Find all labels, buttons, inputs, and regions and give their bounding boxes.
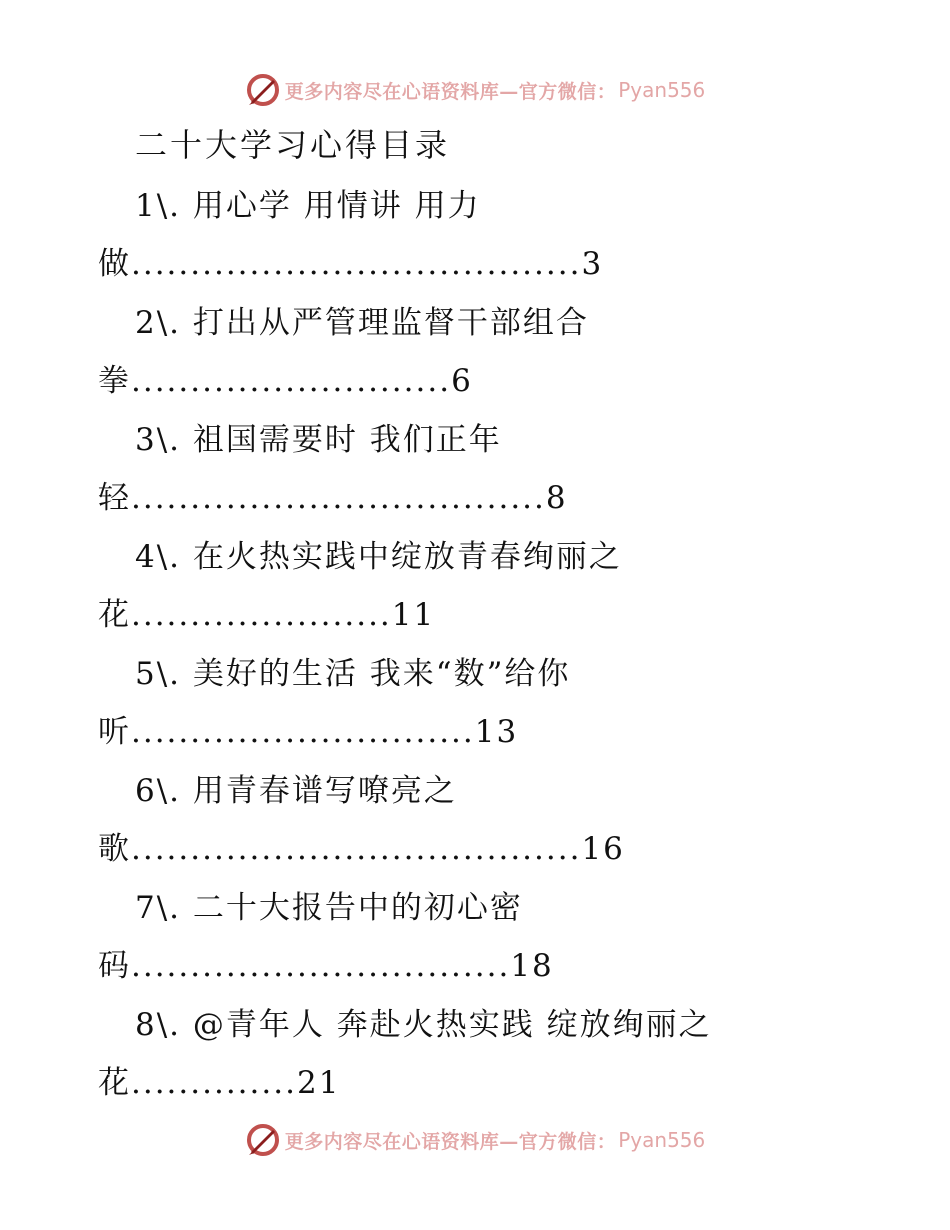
toc-entry-page: 8 (545, 480, 568, 516)
toc-entry-title: 4\. 在火热实践中绽放青春绚丽之 (135, 539, 622, 575)
toc-entry-dots: 听............................. (98, 714, 475, 750)
toc-entry-title: 3\. 祖国需要时 我们正年 (135, 422, 502, 458)
footer-watermark-banner (0, 1118, 950, 1162)
pen-logo-icon (245, 1122, 281, 1158)
banner-wechat-id: Pyan556 (618, 1128, 706, 1152)
toc-entry-dots: 歌...................................... (98, 831, 582, 867)
banner-text: 更多内容尽在心语资料库—官方微信： (284, 80, 617, 103)
toc-entry-page: 3 (581, 246, 604, 282)
toc-entry-page: 13 (474, 714, 519, 750)
toc-entry-leader (98, 240, 603, 288)
toc-entry-title: 6\. 用青春谱写嘹亮之 (135, 773, 457, 809)
toc-entry-leader (98, 1059, 340, 1107)
toc-entry-dots: 码................................ (98, 948, 511, 984)
banner-wechat-id: Pyan556 (618, 78, 706, 102)
toc-entry-leader (98, 942, 554, 990)
toc-entry-title: 5\. 美好的生活 我来“数”给你 (135, 656, 571, 692)
document-title: 二十大学习心得目录 (135, 126, 451, 164)
banner-text: 更多内容尽在心语资料库—官方微信： (284, 1130, 617, 1153)
toc-entry-page: 16 (581, 831, 625, 867)
toc-entry-page: 6 (451, 363, 473, 399)
toc-entry-dots: 拳........................... (98, 363, 452, 399)
toc-entry-title: 8\. @青年人 奔赴火热实践 绽放绚丽之 (135, 1007, 712, 1043)
header-watermark-banner (0, 68, 950, 112)
pen-logo-icon (245, 72, 281, 108)
toc-entry-page: 18 (510, 948, 554, 984)
toc-entry-leader (98, 708, 518, 756)
toc-entry-leader (98, 474, 568, 522)
toc-entry-dots: 轻................................... (98, 480, 546, 516)
toc-entry-dots: 花.............. (98, 1065, 297, 1101)
toc-entry-page: 21 (296, 1065, 341, 1101)
toc-entry-page: 11 (391, 597, 436, 633)
toc-entry-leader (98, 825, 625, 873)
toc-entry-leader (98, 357, 473, 405)
toc-entry-title: 1\. 用心学 用情讲 用力 (135, 188, 481, 224)
toc-entry-leader (98, 591, 435, 639)
toc-entry-title: 7\. 二十大报告中的初心密 (135, 890, 523, 926)
toc-entry-title: 2\. 打出从严管理监督干部组合 (135, 305, 589, 341)
toc-entry-dots: 花...................... (98, 597, 392, 633)
toc-entry-dots: 做...................................... (98, 246, 582, 282)
